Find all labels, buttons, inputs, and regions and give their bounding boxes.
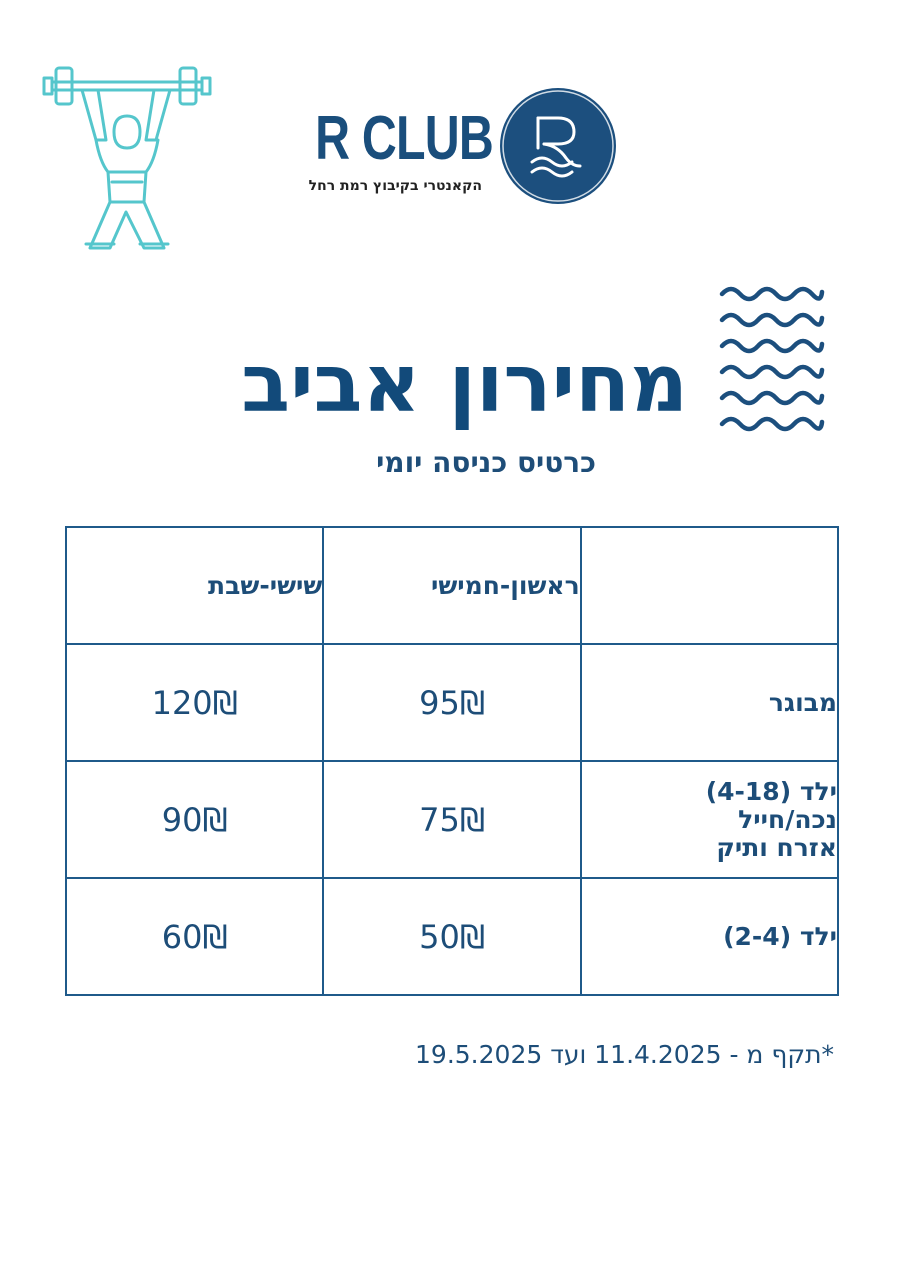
r-club-logo [498,86,618,206]
price-child-weekend: 90₪ [66,761,323,878]
header-weekend: שישי-שבת [66,527,323,644]
price-child-weekday: 75₪ [323,761,580,878]
price-adult-weekend: 120₪ [66,644,323,761]
table-row [66,761,838,878]
header-weekday: ראשון-חמישי [323,527,580,644]
price-toddler-weekday: 50₪ [323,878,580,995]
header-empty-cell [581,527,838,644]
validity-footnote: *תקף מ - 11.4.2025 ועד 19.5.2025 [415,1040,834,1069]
row-label-line: מבוגר [768,687,837,717]
price-table [65,526,839,996]
weightlifter-icon [40,62,214,252]
row-label-line: ילד (4-18) [705,776,837,806]
table-row [66,878,838,995]
row-label-toddler [581,878,838,995]
row-label-line: ילד (2-4) [723,921,837,951]
row-label-line: נכה/חייל [738,804,837,834]
price-adult-weekday: 95₪ [323,644,580,761]
waves-decoration [718,284,826,440]
page-title: מחירון אביב [241,337,688,430]
table-row [66,644,838,761]
table-header-row [66,527,838,644]
price-toddler-weekend: 60₪ [66,878,323,995]
row-label-adult [581,644,838,761]
row-label-line: אזרח ותיק [716,832,837,862]
page-subtitle: כרטיס כניסה יומי [376,446,596,479]
brand-subtitle: הקאנטרי בקיבוץ רמת רחל [308,178,482,194]
brand-name: R CLUB [315,104,494,173]
brand-block [268,104,494,194]
row-label-child-disabled-soldier-senior [581,761,838,878]
